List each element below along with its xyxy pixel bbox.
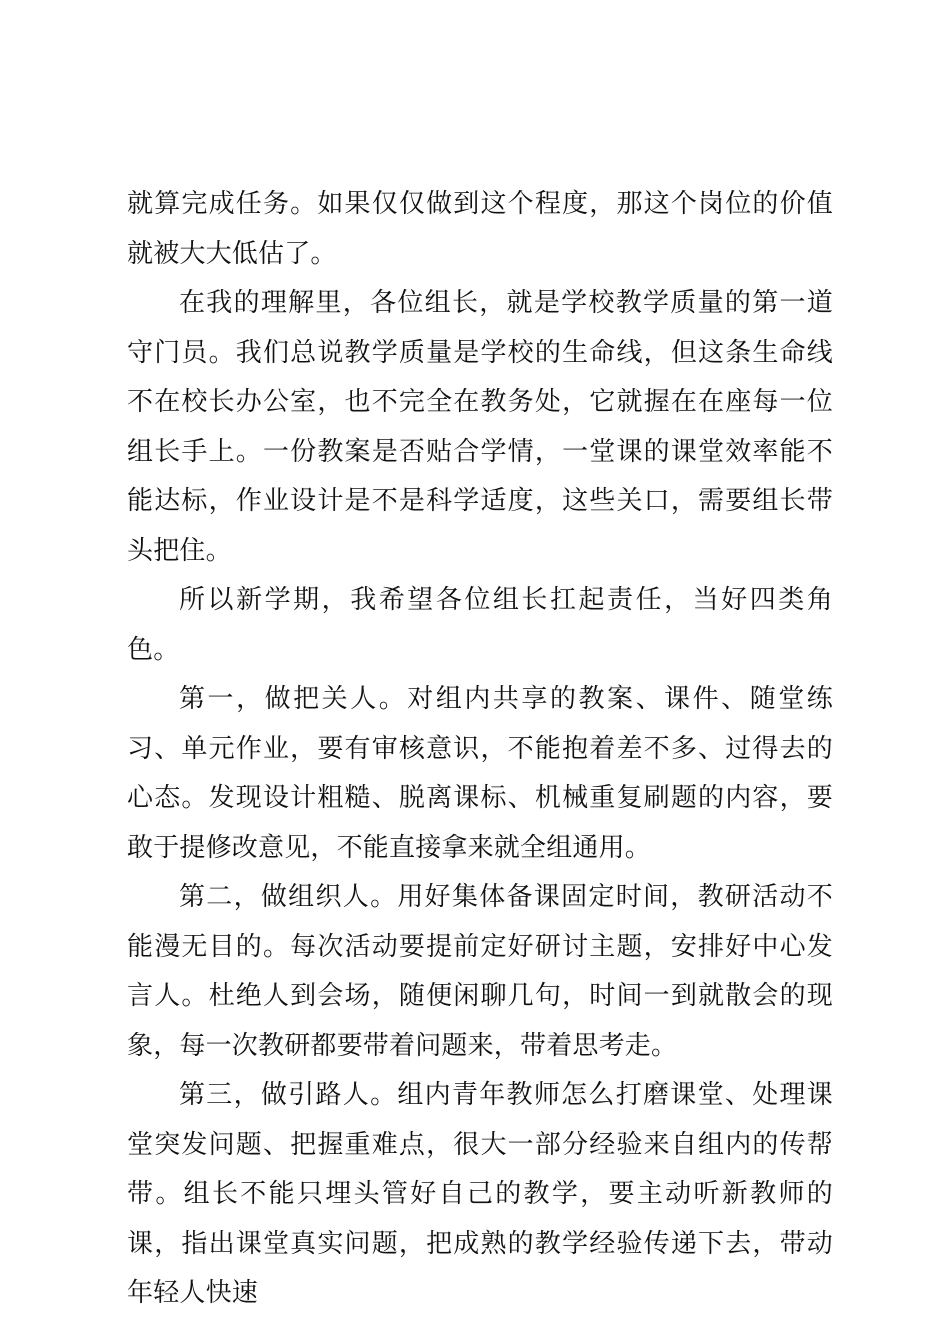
paragraph-continuation: 就算完成任务。如果仅仅做到这个程度，那这个岗位的价值就被大大低估了。 (127, 189, 833, 269)
document-body (127, 180, 833, 1319)
paragraph-gatekeeper: 在我的理解里，各位组长，就是学校教学质量的第一道守门员。我们总说教学质量是学校的生命线，但这条生命线不在校长办公室，也不完全在教务处，它就握在在座每一位组长手上。一份教案是否贴合学情，一堂课的课堂效率能不能达标，作业设计是不是科学适度，这些关口，需要组长带头把住。 (127, 288, 833, 566)
paragraph-four-roles: 所以新学期，我希望各位组长扛起责任，当好四类角色。 (127, 585, 833, 665)
paragraph-role-two: 第二，做组织人。用好集体备课固定时间，教研活动不能漫无目的。每次活动要提前定好研讨主题，安排好中心发言人。杜绝人到会场，随便闲聊几句，时间一到就散会的现象，每一次教研都要带着问题来，带着思考走。 (127, 882, 833, 1061)
paragraph-role-one: 第一，做把关人。对组内共享的教案、课件、随堂练习、单元作业，要有审核意识，不能抱着差不多、过得去的心态。发现设计粗糙、脱离课标、机械重复刷题的内容，要敢于提修改意见，不能直接拿来就全组通用。 (127, 684, 833, 863)
paragraph-role-three: 第三，做引路人。组内青年教师怎么打磨课堂、处理课堂突发问题、把握重难点，很大一部分经验来自组内的传帮带。组长不能只埋头管好自己的教学，要主动听新教师的课，指出课堂真实问题，把成熟的教学经验传递下去，带动年轻人快速 (127, 1080, 833, 1308)
